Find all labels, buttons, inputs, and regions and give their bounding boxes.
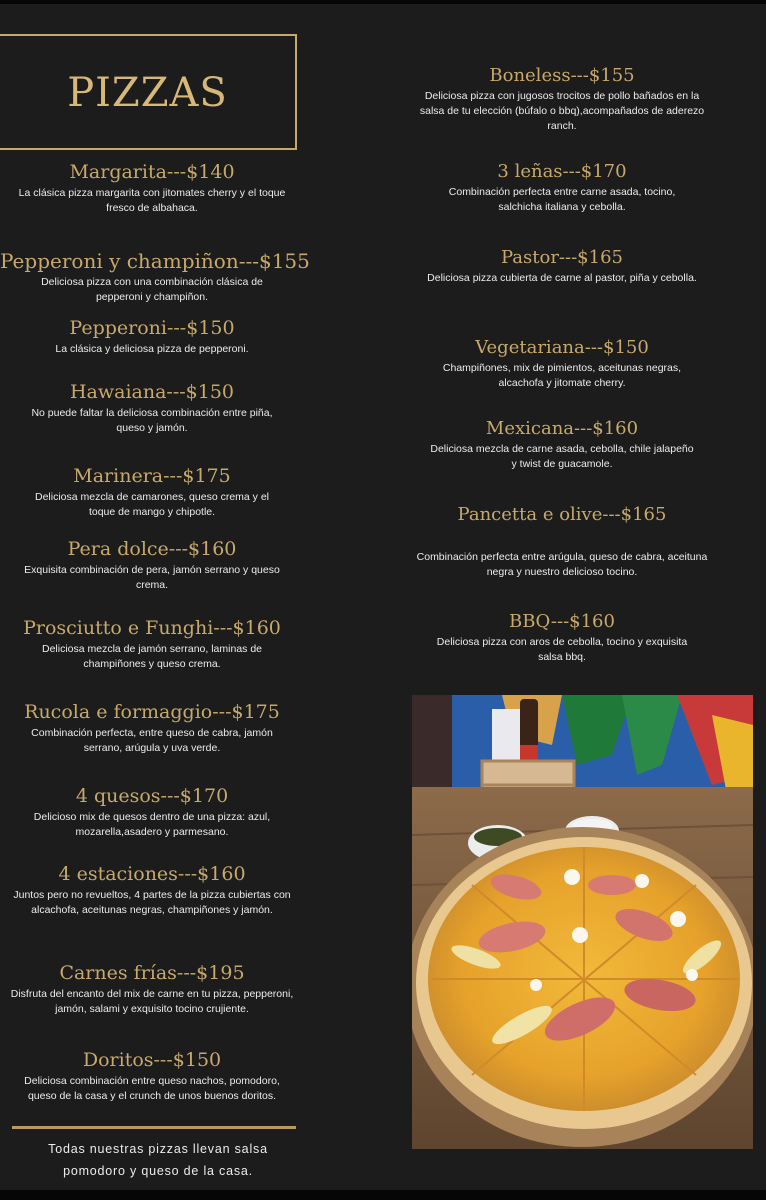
item-description: Exquisita combinación de pera, jamón serrano y queso crema.: [24, 563, 280, 591]
item-description: Deliciosa mezcla de camarones, queso crema y el toque de mango y chipotle.: [34, 490, 270, 518]
pizza-photo: [412, 695, 753, 1149]
item-name: Doritos---$150: [82, 1049, 222, 1071]
item-name: Margarita---$140: [69, 161, 235, 183]
item-name: Pera dolce---$160: [67, 538, 237, 560]
footer-note: [10, 1138, 306, 1182]
item-description: Champiñones, mix de pimientos, aceitunas negras, alcachofa y jitomate cherry.: [442, 361, 682, 389]
menu-item: [0, 864, 304, 918]
item-description: La clásica y deliciosa pizza de pepperoni.: [55, 342, 249, 355]
menu-item: [0, 382, 304, 436]
item-name: BBQ---$160: [509, 611, 615, 632]
menu-item: [0, 249, 310, 305]
item-description: Disfruta del encanto del mix de carne en tu pizza, pepperoni, jamón, salami y exquisito tocino crujiente.: [10, 987, 294, 1015]
item-name: Carnes frías---$195: [59, 962, 245, 984]
item-description: Combinación perfecta entre carne asada, tocino, salchicha italiana y cebolla.: [448, 185, 676, 213]
footer-line: Todas nuestras pizzas llevan salsa: [48, 1142, 268, 1156]
menu-item: [412, 612, 712, 665]
item-description: Deliciosa combinación entre queso nachos, pomodoro, queso de la casa y el crunch de unos buenos doritos.: [24, 1074, 280, 1102]
page-title: PIZZAS: [67, 70, 228, 116]
item-description: Deliciosa mezcla de jamón serrano, laminas de champiñones y queso crema.: [41, 642, 263, 670]
item-description: Juntos pero no revueltos, 4 partes de la pizza cubiertas con alcachofa, aceitunas negras, champiñones y jamón.: [13, 888, 291, 916]
menu-item: [0, 786, 304, 840]
menu-item: [412, 505, 712, 580]
item-name: 4 quesos---$170: [75, 785, 229, 807]
item-name: Pepperoni---$150: [69, 317, 235, 339]
item-description: Deliciosa mezcla de carne asada, cebolla, chile jalapeño y twist de guacamole.: [430, 442, 694, 470]
item-description: Deliciosa pizza con aros de cebolla, tocino y exquisita salsa bbq.: [436, 635, 688, 663]
menu-item: [0, 162, 304, 216]
menu-item: [412, 162, 712, 215]
item-name: Pepperoni y champiñon---$155: [0, 249, 310, 273]
menu-item: [412, 66, 712, 134]
menu-item: [412, 248, 712, 286]
footer-line: pomodoro y queso de la casa.: [63, 1164, 253, 1178]
item-name: Vegetariana---$150: [475, 337, 649, 358]
top-edge: [0, 0, 766, 4]
menu-item: [0, 466, 304, 520]
item-description: No puede faltar la deliciosa combinación entre piña, queso y jamón.: [31, 406, 273, 434]
menu-item: [0, 618, 304, 672]
item-description: Combinación perfecta, entre queso de cabra, jamón serrano, arúgula y uva verde.: [31, 726, 273, 754]
footer-divider: [12, 1126, 296, 1129]
item-description: Deliciosa pizza cubierta de carne al pastor, piña y cebolla.: [427, 271, 697, 284]
item-name: Prosciutto e Funghi---$160: [23, 617, 281, 639]
item-name: Mexicana---$160: [485, 418, 639, 439]
pizza-image: [412, 695, 753, 1149]
item-name: Boneless---$155: [489, 65, 635, 86]
item-name: Marinera---$175: [73, 465, 231, 487]
item-name: Pastor---$165: [500, 247, 623, 268]
menu-item: [0, 318, 304, 357]
title-frame: [0, 34, 297, 150]
item-name: 4 estaciones---$160: [58, 863, 246, 885]
item-description: Deliciosa pizza con jugosos trocitos de pollo bañados en la salsa de tu elección (búfalo o bbq),acompañados de aderezo ranch.: [419, 89, 705, 132]
menu-item: [0, 539, 304, 593]
item-name: 3 leñas---$170: [497, 161, 627, 182]
item-description: Deliciosa pizza con una combinación clásica de pepperoni y champiñon.: [41, 276, 263, 303]
menu-item: [0, 702, 304, 756]
item-name: Pancetta e olive---$165: [457, 504, 667, 525]
menu-item: [0, 1050, 304, 1104]
item-name: Hawaiana---$150: [69, 381, 235, 403]
item-description: Combinación perfecta entre arúgula, queso de cabra, aceituna negra y nuestro delicioso tocino.: [416, 550, 708, 578]
item-description: Delicioso mix de quesos dentro de una pizza: azul, mozarella,asadero y parmesano.: [33, 810, 271, 838]
item-description: La clásica pizza margarita con jitomates cherry y el toque fresco de albahaca.: [18, 186, 286, 214]
menu-item: [0, 963, 304, 1017]
bottom-edge: [0, 1190, 766, 1200]
menu-item: [412, 338, 712, 391]
item-name: Rucola e formaggio---$175: [24, 701, 280, 723]
menu-item: [412, 419, 712, 472]
